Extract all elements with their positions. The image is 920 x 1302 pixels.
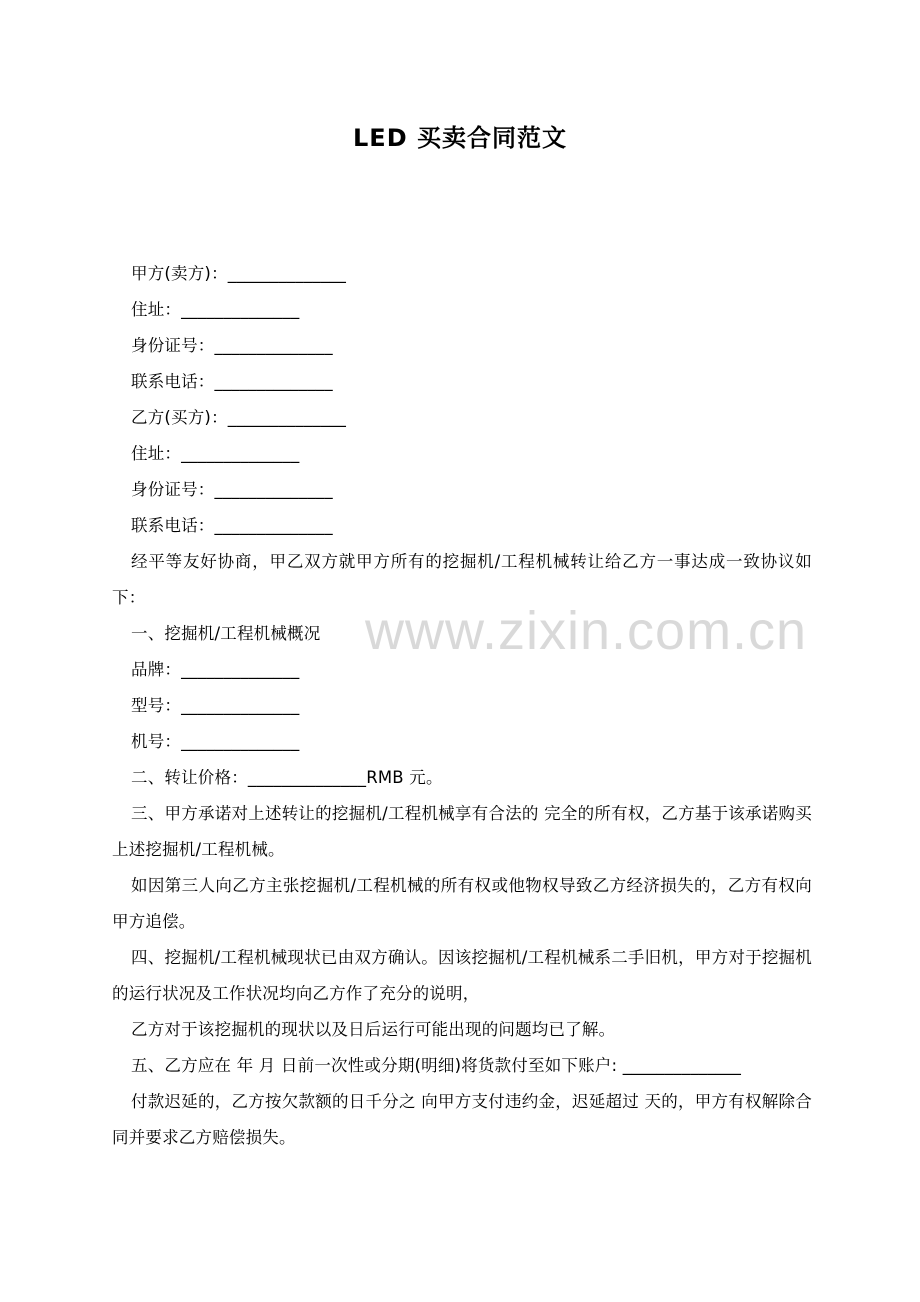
party-a-phone-line: 联系电话：______________ (131, 372, 333, 391)
section5-paragraph: 五、乙方应在 年 月 日前一次性或分期(明细)将货款付至如下账户: ______________ (131, 1056, 742, 1075)
section5-extra-paragraph: 付款迟延的，乙方按欠款额的日千分之 向甲方支付违约金，迟延超过 天的，甲方有权解除合同并要求乙方赔偿损失。 (112, 1092, 812, 1147)
section4-paragraph: 四、挖掘机/工程机械现状已由双方确认。因该挖掘机/工程机械系二手旧机，甲方对于挖掘机的运行状况及工作状况均向乙方作了充分的说明， (112, 948, 812, 1003)
section3-paragraph: 三、甲方承诺对上述转让的挖掘机/工程机械享有合法的 完全的所有权，乙方基于该承诺购买上述挖掘机/工程机械。 (112, 804, 812, 859)
section2-price: 二、转让价格：______________RMB 元。 (131, 768, 443, 787)
party-a-name-line: 甲方(卖方)：______________ (131, 264, 347, 283)
intro-paragraph: 经平等友好协商，甲乙双方就甲方所有的挖掘机/工程机械转让给乙方一事达成一致协议如下： (112, 552, 812, 607)
party-a-id-line: 身份证号：______________ (131, 336, 333, 355)
watermark: www.zixin.com.cn (365, 601, 808, 661)
section1-heading: 一、挖掘机/工程机械概况 (131, 624, 321, 643)
party-b-phone-line: 联系电话：______________ (131, 516, 333, 535)
section4-extra-paragraph: 乙方对于该挖掘机的现状以及日后运行可能出现的问题均已了解。 (131, 1020, 616, 1039)
serial-line: 机号：______________ (131, 732, 300, 751)
document-title: LED 买卖合同范文 (353, 124, 567, 152)
party-b-id-line: 身份证号：______________ (131, 480, 333, 499)
party-b-address-line: 住址：______________ (131, 444, 300, 463)
brand-line: 品牌：______________ (131, 660, 300, 679)
model-line: 型号：______________ (131, 696, 300, 715)
section3-extra-paragraph: 如因第三人向乙方主张挖掘机/工程机械的所有权或他物权导致乙方经济损失的，乙方有权向甲方追偿。 (112, 876, 812, 931)
contract-body (112, 256, 812, 1156)
party-b-name-line: 乙方(买方)：______________ (131, 408, 347, 427)
party-a-address-line: 住址：______________ (131, 300, 300, 319)
